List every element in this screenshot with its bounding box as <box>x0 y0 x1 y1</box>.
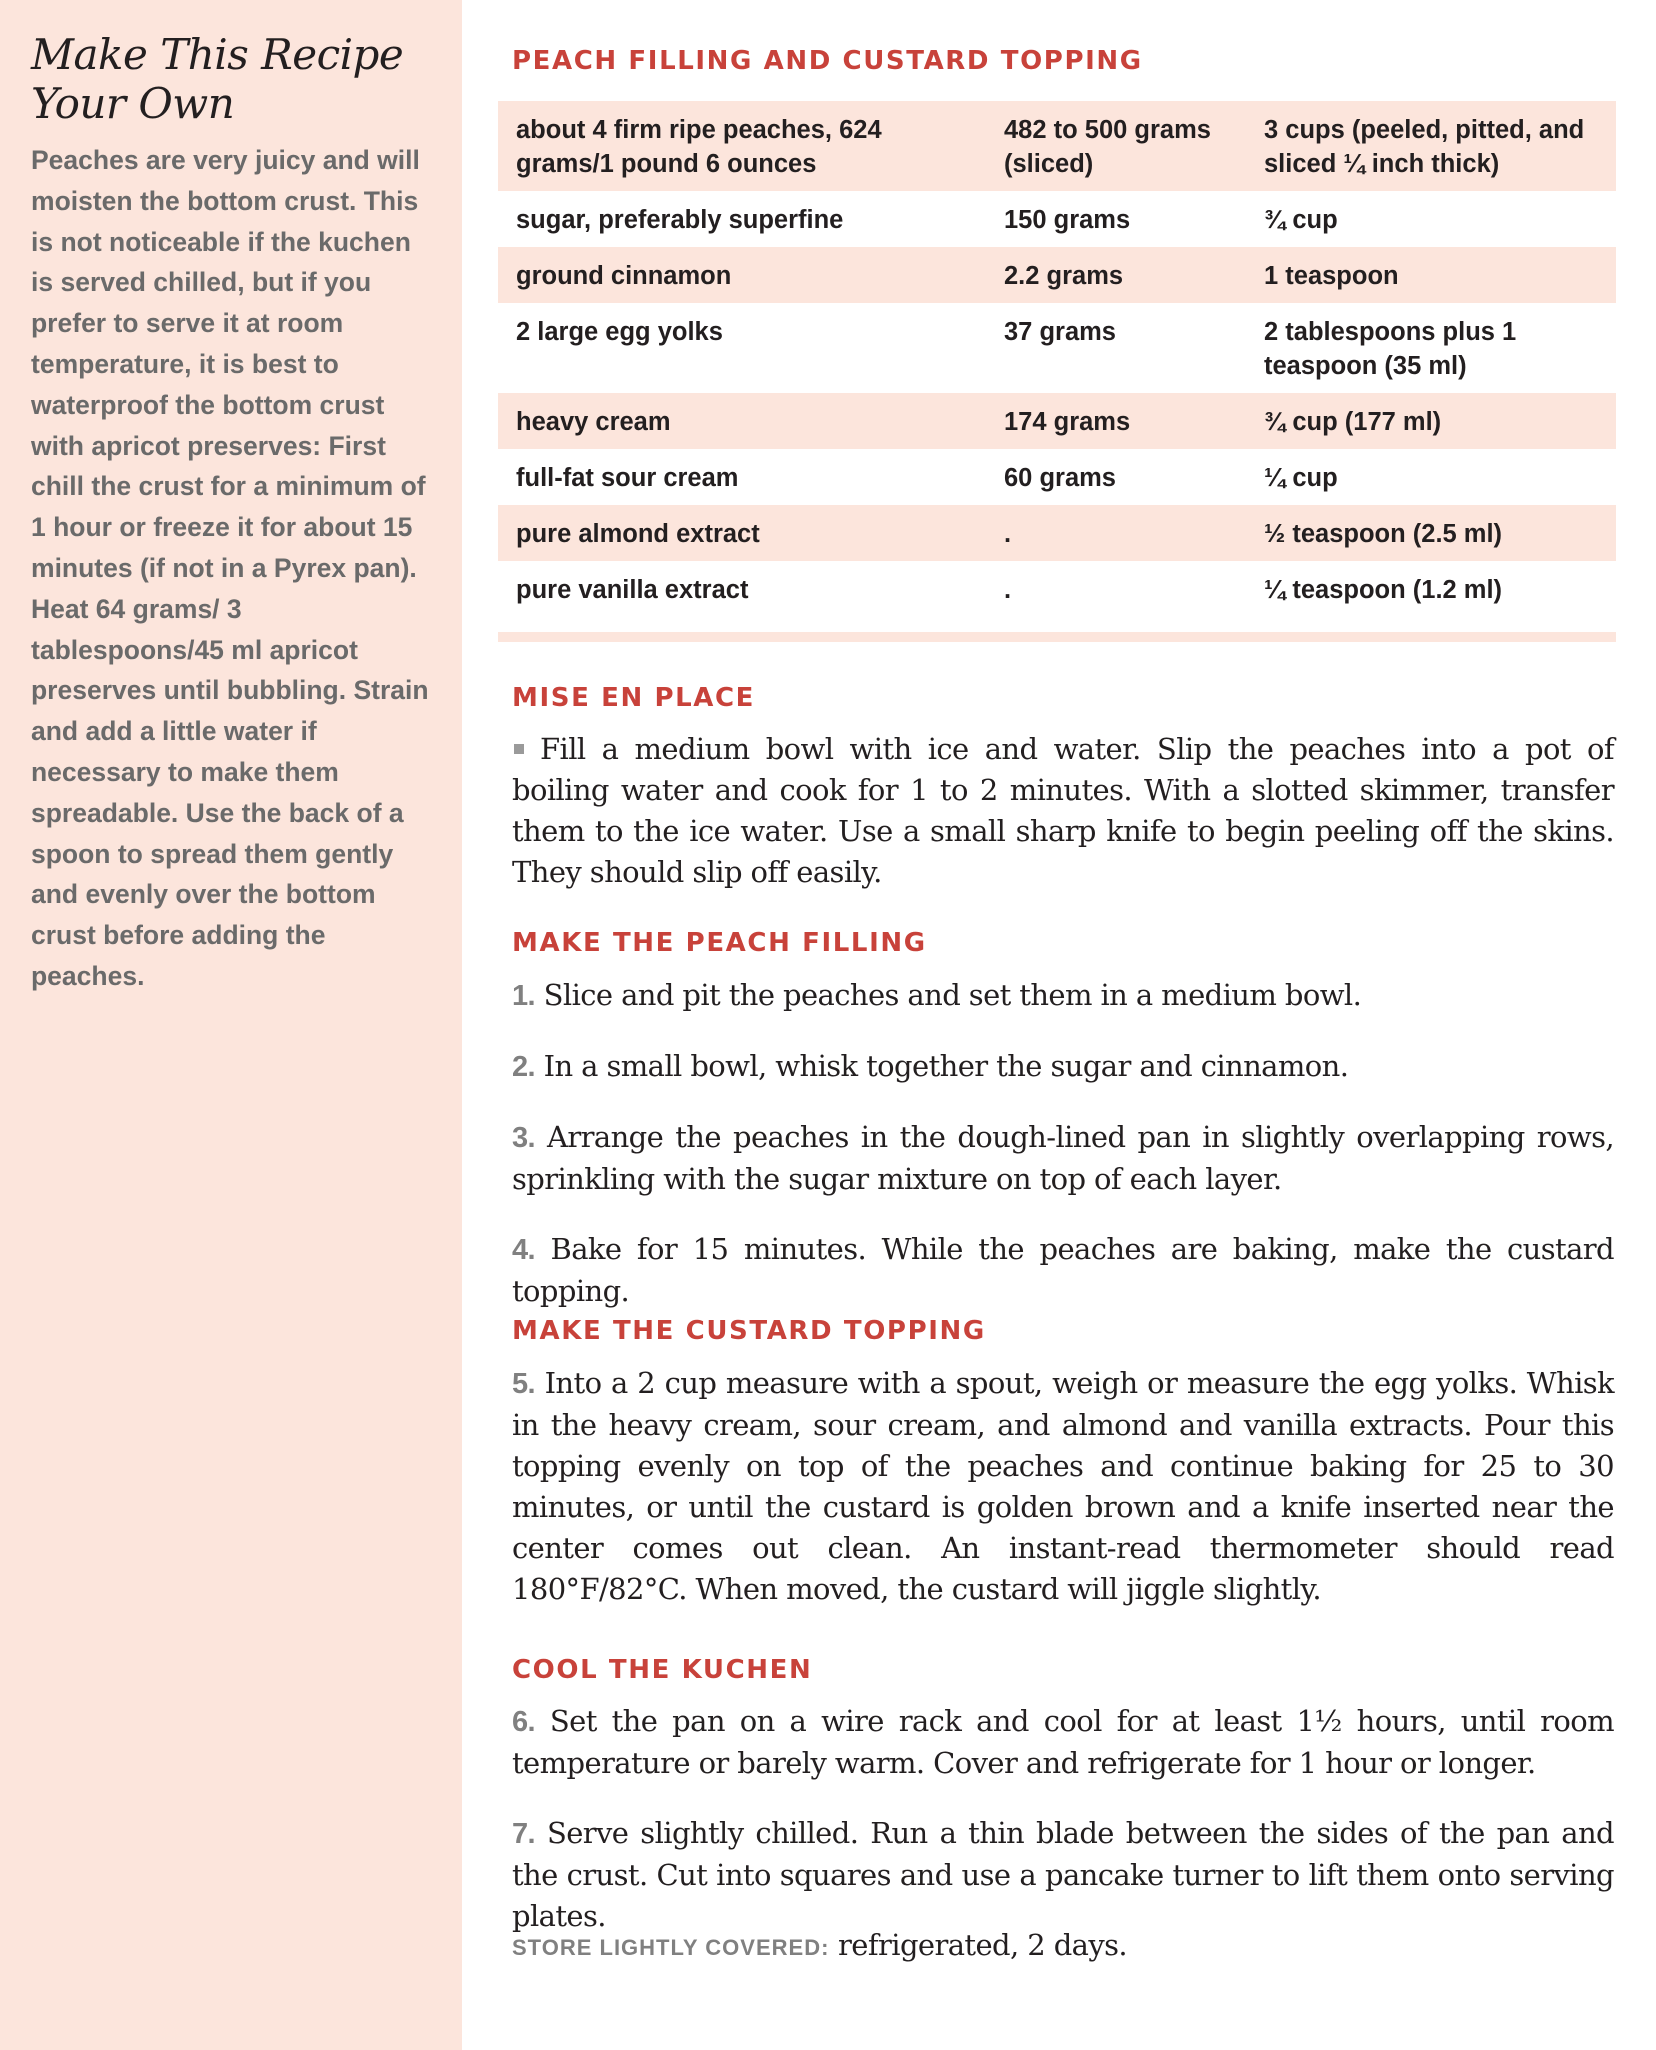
step-5 <box>512 1363 1614 1610</box>
volume-cell: 1 teaspoon <box>1246 247 1616 303</box>
step-number: 7. <box>512 1818 535 1850</box>
volume-cell: 2 tablespoons plus 1 teaspoon (35 ml) <box>1264 318 1517 380</box>
ingredients-table <box>498 101 1616 617</box>
ingredient-cell: heavy cream <box>498 393 986 449</box>
step-1 <box>512 975 1614 1017</box>
step-text: Slice and pit the peaches and set them in a medium bowl. <box>543 978 1362 1012</box>
cool-heading: COOL THE KUCHEN <box>512 1655 813 1685</box>
step-number: 6. <box>512 1706 535 1738</box>
storage-note <box>512 1925 1614 1968</box>
step-text: Into a 2 cup measure with a spout, weigh or measure the egg yolks. Whisk in the heavy cream, sour cream, and almond and vanilla extracts. Pour this topping evenly on top of the peaches and continue baking for 25 to 30 minutes, or until the custard is golden brown and a knife inserted near the center comes out clean. An instant-read thermometer should read 180°F/82°C. When moved, the custard will jiggle slightly. <box>512 1366 1615 1606</box>
step-7 <box>512 1813 1614 1937</box>
step-text: Bake for 15 minutes. While the peaches are baking, make the custard topping. <box>512 1232 1614 1308</box>
table-row <box>498 303 1616 393</box>
table-row <box>498 393 1616 449</box>
step-number: 5. <box>512 1368 535 1400</box>
mise-text: Fill a medium bowl with ice and water. Slip the peaches into a pot of boiling water and cook for 1 to 2 minutes. With a slotted skimmer, transfer them to the ice water. Use a small sharp knife to begin peeling off the skins. They should slip off easily. <box>512 732 1614 889</box>
volume-cell: ¼ teaspoon (1.2 ml) <box>1264 576 1503 604</box>
table-row <box>498 101 1616 191</box>
step-text: In a small bowl, whisk together the sugar and cinnamon. <box>543 1049 1349 1083</box>
ingredient-cell: ground cinnamon <box>498 247 986 303</box>
table-row <box>498 505 1616 561</box>
volume-cell: ¾ cup (177 ml) <box>1246 393 1616 449</box>
weight-cell: . <box>986 505 1246 561</box>
step-text: Serve slightly chilled. Run a thin blade between the sides of the pan and the crust. Cut into squares and use a pancake turner to lift them onto serving plates. <box>512 1816 1614 1933</box>
sidebar-title-line1: Make This Recipe <box>31 30 404 79</box>
step-text: Set the pan on a wire rack and cool for at least 1½ hours, until room temperature or barely warm. Cover and refrigerate for 1 hour or longer. <box>512 1704 1615 1780</box>
peach-filling-heading: MAKE THE PEACH FILLING <box>512 928 927 958</box>
weight-cell: . <box>1004 576 1012 604</box>
step-3 <box>512 1117 1614 1200</box>
weight-cell: 2.2 grams <box>986 247 1246 303</box>
sidebar-title <box>31 30 432 128</box>
ingredient-cell: sugar, preferably superfine <box>516 206 844 234</box>
ingredient-cell: pure vanilla extract <box>516 576 749 604</box>
weight-cell: 174 grams <box>986 393 1246 449</box>
filling-heading: PEACH FILLING AND CUSTARD TOPPING <box>512 46 1143 76</box>
table-row <box>498 449 1616 505</box>
table-row <box>498 247 1616 303</box>
weight-cell: 482 to 500 grams (sliced) <box>986 101 1246 191</box>
step-2 <box>512 1046 1614 1088</box>
table-row <box>498 191 1616 247</box>
table-row <box>498 561 1616 617</box>
volume-cell: ½ teaspoon (2.5 ml) <box>1246 505 1616 561</box>
step-number: 3. <box>512 1122 535 1154</box>
ingredient-cell: 2 large egg yolks <box>516 318 723 346</box>
volume-cell: ¾ cup <box>1264 206 1338 234</box>
sidebar <box>0 0 462 2050</box>
volume-cell: ¼ cup <box>1264 464 1338 492</box>
table-bottom-divider <box>498 632 1616 642</box>
sidebar-body: Peaches are very juicy and will moisten the bottom crust. This is not noticeable if the kuchen is served chilled, but if you prefer to serve it at room temperature, it is best to waterproof the bottom crust with apricot preserves: First chill the crust for a minimum of 1 hour or freeze it for about 15 minutes (if not in a Pyrex pan). Heat 64 grams/ 3 tablespoons/45 ml apricot preserves until bubbling. Strain and add a little water if necessary to make them spreadable. Use the back of a spoon to spread them gently and evenly over the bottom crust before adding the peaches. <box>31 145 429 991</box>
step-6 <box>512 1701 1614 1784</box>
volume-cell: 3 cups (peeled, pitted, and sliced ¼ inch thick) <box>1246 101 1616 191</box>
weight-cell: 150 grams <box>1004 206 1131 234</box>
weight-cell: 37 grams <box>1004 318 1116 346</box>
ingredient-cell: full-fat sour cream <box>516 464 739 492</box>
mise-paragraph <box>512 729 1614 893</box>
step-text: Arrange the peaches in the dough-lined pan in slightly overlapping rows, sprinkling with the sugar mixture on top of each layer. <box>512 1120 1614 1196</box>
step-number: 1. <box>512 980 535 1012</box>
mise-heading: MISE EN PLACE <box>512 683 756 713</box>
storage-label: STORE LIGHTLY COVERED: <box>512 1935 830 1960</box>
step-number: 2. <box>512 1051 535 1083</box>
custard-heading: MAKE THE CUSTARD TOPPING <box>512 1316 986 1346</box>
ingredient-cell: about 4 firm ripe peaches, 624 grams/1 pound 6 ounces <box>498 101 986 191</box>
ingredient-cell: pure almond extract <box>498 505 986 561</box>
step-4 <box>512 1229 1614 1312</box>
weight-cell: 60 grams <box>1004 464 1116 492</box>
sidebar-title-line2: Your Own <box>31 79 235 128</box>
bullet-square-icon <box>514 744 524 754</box>
step-number: 4. <box>512 1234 535 1266</box>
storage-text: refrigerated, 2 days. <box>838 1928 1128 1962</box>
